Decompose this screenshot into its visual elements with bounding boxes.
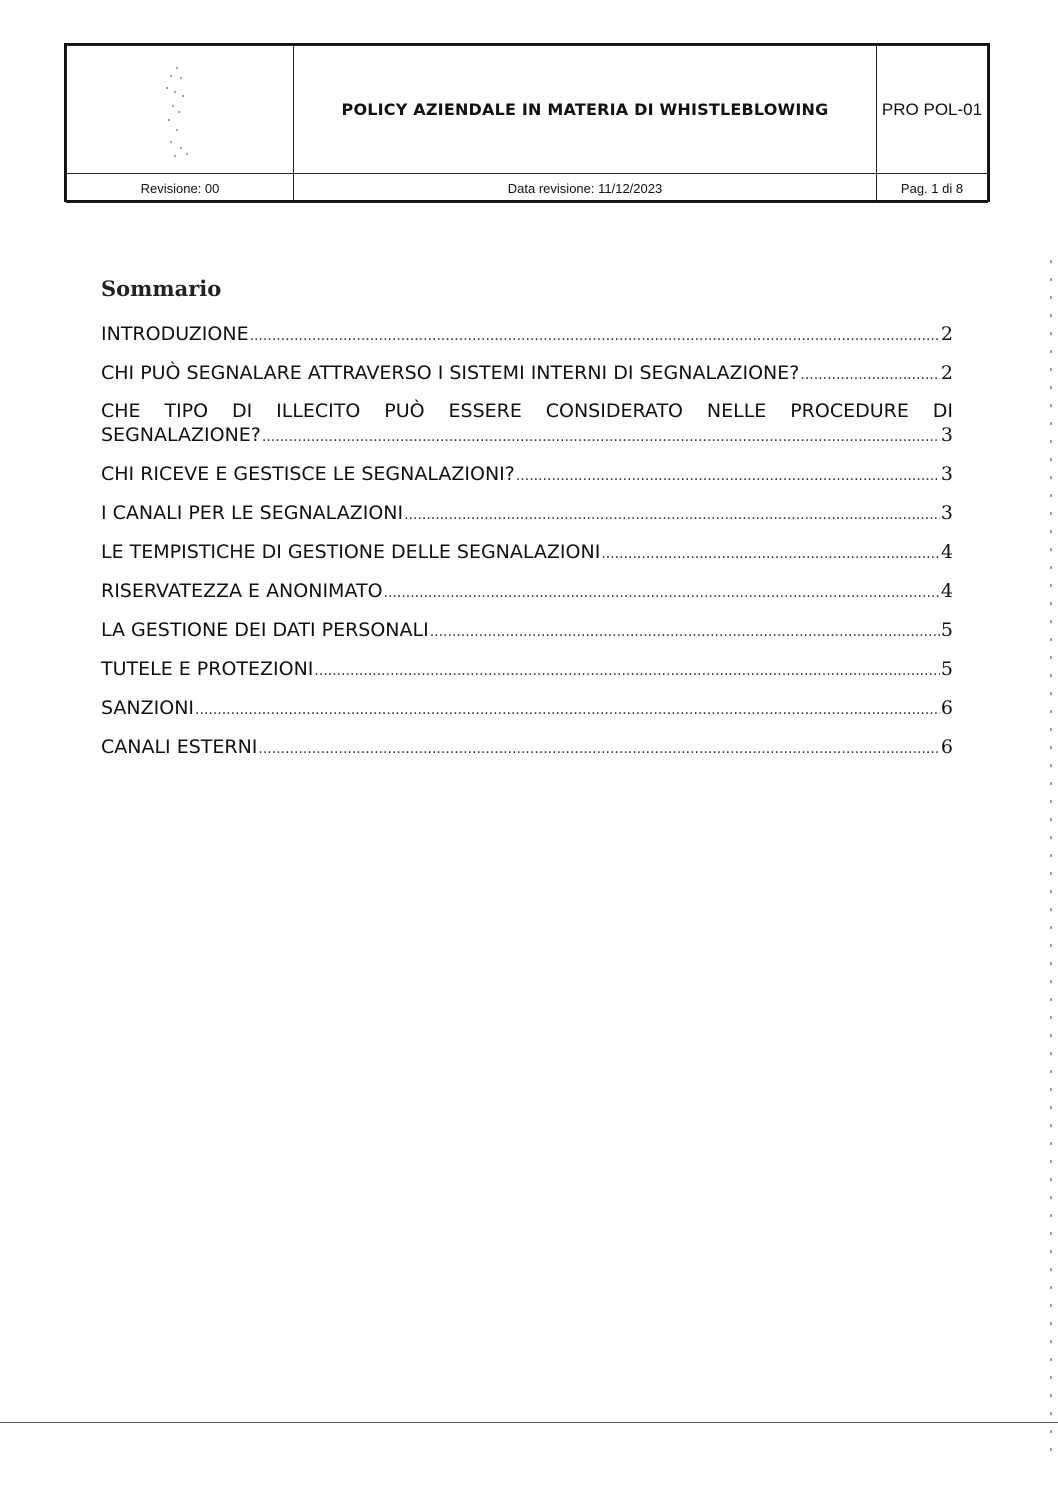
toc-entry-page: 4 (940, 580, 953, 602)
toc-title: Sommario (101, 276, 222, 301)
toc-entry[interactable] (101, 618, 953, 644)
toc-entry-label: TUTELE E PROTEZIONI (101, 658, 314, 680)
toc-entry-word: DI (932, 400, 953, 422)
page-bottom-rule (0, 1422, 1058, 1423)
toc-entry[interactable] (101, 462, 953, 488)
toc-entry-label: RISERVATEZZA E ANONIMATO (101, 580, 383, 602)
toc-entry[interactable] (101, 361, 953, 387)
toc-entry-label: INTRODUZIONE (101, 323, 249, 345)
logo-cell (67, 46, 294, 174)
toc-entry-label: I CANALI PER LE SEGNALAZIONI (101, 502, 404, 524)
toc-entry[interactable] (101, 696, 953, 722)
toc-entry-word: NELLE (706, 400, 767, 422)
toc-entry-page: 6 (940, 697, 953, 719)
toc-leader (800, 361, 940, 387)
toc-leader (384, 579, 940, 605)
toc-leader (430, 618, 940, 644)
toc-leader (404, 501, 940, 527)
revision-number: Revisione: 00 (67, 174, 294, 203)
page-number: Pag. 1 di 8 (877, 174, 988, 203)
scan-edge-marks (1050, 260, 1052, 1460)
toc-entry[interactable] (101, 657, 953, 683)
toc-leader (250, 322, 940, 348)
toc-entry[interactable] (101, 322, 953, 348)
toc-leader (314, 657, 939, 683)
toc-entry-word: CHE (101, 400, 141, 422)
toc-entry-label: CANALI ESTERNI (101, 736, 258, 758)
toc-entry[interactable] (101, 501, 953, 527)
toc-entry[interactable] (101, 399, 953, 449)
toc-entry-label-continued: SEGNALAZIONE? (101, 424, 261, 446)
toc-leader (258, 735, 940, 761)
toc-entry-label: CHI RICEVE E GESTISCE LE SEGNALAZIONI? (101, 463, 515, 485)
toc-leader (516, 462, 940, 488)
toc-leader (601, 540, 940, 566)
table-of-contents (101, 322, 953, 761)
toc-entry-page: 3 (940, 502, 953, 524)
toc-entry-label (101, 399, 953, 423)
toc-entry-label: LE TEMPISTICHE DI GESTIONE DELLE SEGNALAZIONI (101, 541, 601, 563)
toc-entry-word: ILLECITO (276, 400, 361, 422)
toc-entry-word: PROCEDURE (790, 400, 909, 422)
toc-entry-page: 6 (940, 736, 953, 758)
toc-entry-page: 5 (940, 658, 953, 680)
toc-entry-page: 2 (940, 323, 953, 345)
toc-entry[interactable] (101, 735, 953, 761)
toc-entry-page: 3 (940, 424, 953, 446)
toc-entry-page: 4 (940, 541, 953, 563)
toc-entry-label: LA GESTIONE DEI DATI PERSONALI (101, 619, 429, 641)
toc-entry-word: ESSERE (448, 400, 522, 422)
toc-leader (262, 423, 940, 449)
document-title: POLICY AZIENDALE IN MATERIA DI WHISTLEBLOWING (294, 46, 877, 174)
toc-entry-word: CONSIDERATO (545, 400, 683, 422)
toc-entry-word: DI (232, 400, 253, 422)
logo-icon (157, 60, 197, 160)
toc-entry-word: TIPO (164, 400, 209, 422)
toc-entry-page: 2 (940, 362, 953, 384)
toc-entry[interactable] (101, 579, 953, 605)
toc-entry-label: CHI PUÒ SEGNALARE ATTRAVERSO I SISTEMI INTERNI DI SEGNALAZIONE? (101, 362, 800, 384)
revision-date: Data revisione: 11/12/2023 (294, 174, 877, 203)
toc-entry-page: 3 (940, 463, 953, 485)
toc-entry-word: PUÒ (384, 400, 425, 422)
toc-entry-label: SANZIONI (101, 697, 195, 719)
toc-entry[interactable] (101, 540, 953, 566)
toc-entry-page: 5 (940, 619, 953, 641)
toc-leader (195, 696, 940, 722)
document-header (64, 43, 990, 202)
document-code: PRO POL-01 (877, 46, 988, 174)
